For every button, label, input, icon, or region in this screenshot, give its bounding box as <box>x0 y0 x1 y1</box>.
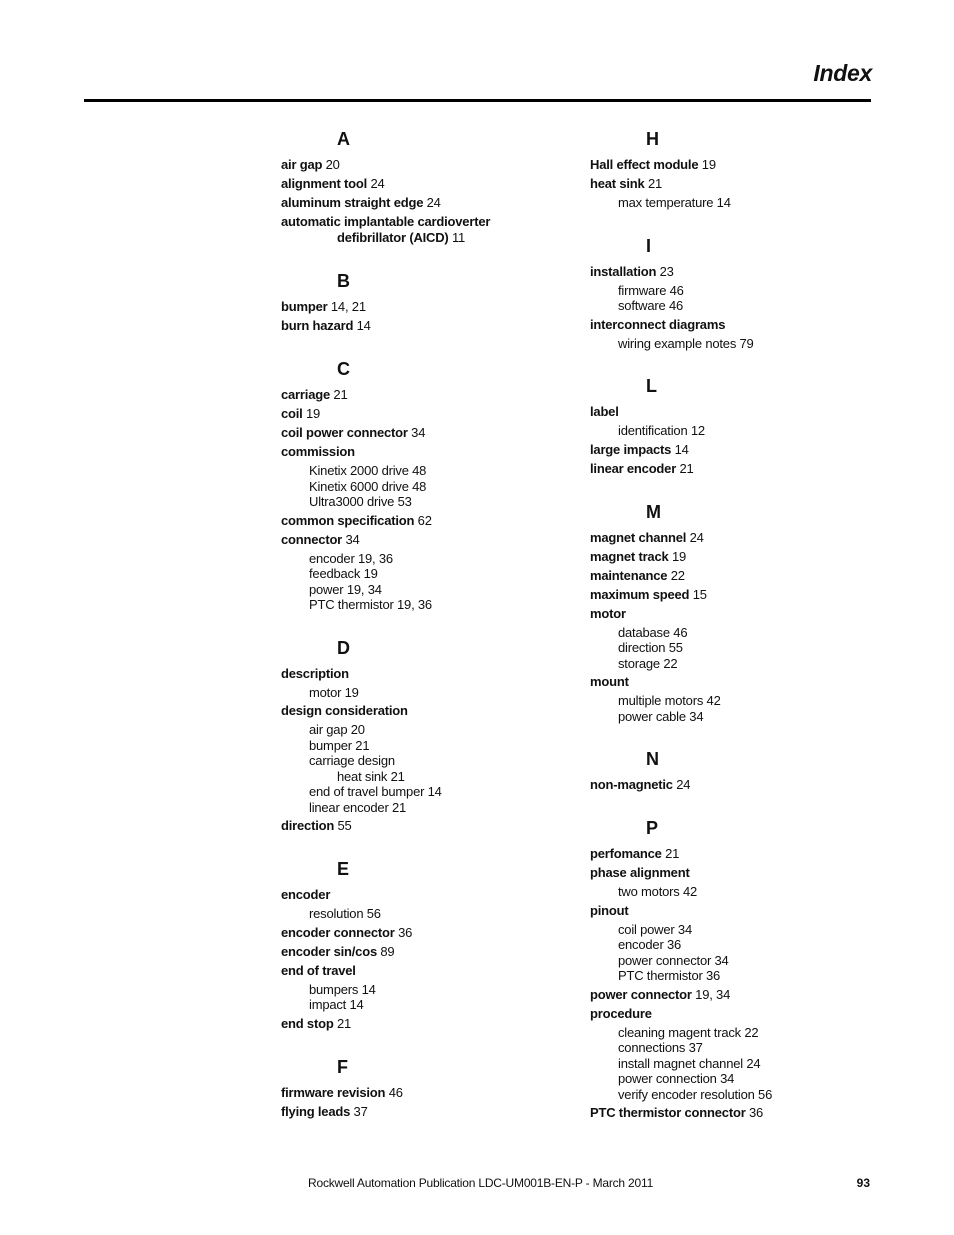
index-section <box>281 358 581 613</box>
entry-pages: 21 <box>665 846 680 861</box>
index-entry <box>590 1105 890 1121</box>
sub-entry: direction 55 <box>618 640 683 655</box>
entry-pages: 23 <box>659 263 674 279</box>
entry-pages: 15 <box>692 586 707 602</box>
entry-pages: 24 <box>426 195 441 210</box>
entry-term: procedure <box>590 1005 652 1021</box>
entry-pages: 14 <box>356 318 371 333</box>
sub-entry: power 19, 34 <box>309 581 382 597</box>
sub-entry: carriage design <box>309 753 395 768</box>
entry-term: design consideration <box>281 703 408 718</box>
sub-entry: power cable 34 <box>618 708 704 724</box>
index-entry <box>281 818 581 834</box>
sub-entries <box>590 336 890 352</box>
entry-term: installation <box>590 263 657 279</box>
sub-entry: bumper 21 <box>309 737 370 753</box>
entry-term: maximum speed <box>590 586 690 602</box>
sub-entry: PTC thermistor 19, 36 <box>309 597 432 612</box>
entry-term: label <box>590 404 619 419</box>
sub-entry: multiple motors 42 <box>618 693 721 708</box>
index-entry <box>590 461 890 477</box>
entry-term: common specification <box>281 512 415 528</box>
entry-pages: 20 <box>325 157 340 172</box>
sub-entry: storage 22 <box>618 655 678 671</box>
sub-entry: two motors 42 <box>618 884 698 899</box>
entry-term: burn hazard <box>281 318 354 333</box>
sub-entry: database 46 <box>618 624 688 640</box>
entry-pages: 19, 34 <box>695 986 731 1002</box>
sub-entry: resolution 56 <box>309 906 381 921</box>
index-entry <box>281 1085 581 1101</box>
index-entry <box>281 1016 581 1032</box>
section-letter: I <box>646 235 652 256</box>
sub-entry: encoder 19, 36 <box>309 550 393 566</box>
entry-term: PTC thermistor connector <box>590 1105 746 1120</box>
entry-term: perfomance <box>590 846 662 861</box>
index-entry <box>281 925 581 941</box>
entry-term: connector <box>281 531 343 547</box>
index-entry <box>590 777 890 793</box>
sub-entry: verify encoder resolution 56 <box>618 1086 773 1102</box>
entry-term: firmware revision <box>281 1084 386 1100</box>
index-section <box>281 637 581 835</box>
sub-entry: firmware 46 <box>618 282 684 298</box>
index-entry <box>590 903 890 984</box>
entry-term: mount <box>590 674 629 689</box>
index-section <box>281 1056 581 1120</box>
section-letter: A <box>337 129 350 149</box>
sub-entry: power connector 34 <box>618 952 729 968</box>
index-entry <box>590 549 890 565</box>
title-rule <box>84 99 871 102</box>
index-entry <box>281 1104 581 1120</box>
entry-term: encoder connector <box>281 924 395 940</box>
section-letter: C <box>337 359 350 379</box>
sub-entries <box>590 693 890 724</box>
entry-pages: 21 <box>647 176 663 191</box>
index-entry <box>590 404 890 439</box>
entry-pages: 36 <box>398 924 413 940</box>
index-entry <box>590 606 890 672</box>
index-entry <box>590 865 890 900</box>
entry-term-continued <box>281 230 581 246</box>
entry-pages: 21 <box>333 387 348 402</box>
section-letter: H <box>646 129 659 149</box>
section-letter: M <box>646 501 661 522</box>
entry-pages: 34 <box>345 531 360 547</box>
entry-pages: 37 <box>353 1103 368 1119</box>
index-entry <box>281 963 581 1013</box>
entry-term: heat sink <box>590 176 645 191</box>
entry-term: pinout <box>590 902 629 918</box>
index-entry <box>590 176 890 211</box>
index-entry <box>281 157 581 173</box>
sub-entry: motor 19 <box>309 684 359 700</box>
entry-pages: 46 <box>388 1084 403 1100</box>
entry-term: direction <box>281 818 335 833</box>
entry-pages: 36 <box>748 1105 764 1120</box>
section-letter: N <box>646 749 659 769</box>
entry-term-part: defibrillator (AICD) <box>337 230 449 245</box>
sub-entries <box>590 625 890 672</box>
index-entry <box>281 887 581 922</box>
index-section <box>281 858 581 1032</box>
entry-pages: 21 <box>337 1015 352 1031</box>
entry-term: encoder <box>281 887 331 902</box>
entry-pages: 24 <box>676 777 691 792</box>
sub-entries <box>590 922 890 984</box>
sub-entry: max temperature 14 <box>618 195 731 210</box>
index-section <box>590 235 890 352</box>
entry-term: phase alignment <box>590 865 690 880</box>
sub-entries <box>281 685 581 701</box>
section-letter: D <box>337 637 350 658</box>
entry-pages: 21 <box>679 460 694 476</box>
section-letter: F <box>337 1056 348 1077</box>
index-entry <box>281 176 581 192</box>
entry-term: air gap <box>281 157 323 172</box>
index-entry <box>590 987 890 1003</box>
entry-pages: 89 <box>380 943 395 959</box>
index-entry <box>590 530 890 546</box>
sub-entries <box>281 722 581 815</box>
sub-entry: Kinetix 6000 drive 48 <box>309 478 427 494</box>
index-section <box>590 501 890 725</box>
index-section <box>590 375 890 477</box>
index-entry <box>590 1006 890 1103</box>
index-entry <box>590 674 890 724</box>
sub-entries <box>281 551 581 613</box>
sub-entries <box>590 283 890 314</box>
entry-term: aluminum straight edge <box>281 195 424 210</box>
entry-pages: 19 <box>306 406 321 421</box>
index-entry <box>281 444 581 510</box>
entry-term: automatic implantable cardioverter <box>281 214 491 229</box>
index-entry <box>281 703 581 815</box>
index-entry <box>281 406 581 422</box>
entry-term: magnet track <box>590 548 669 564</box>
sub-entry: heat sink 21 <box>337 768 405 784</box>
entry-pages: 55 <box>337 818 352 833</box>
entry-pages: 24 <box>370 176 385 191</box>
sub-entries <box>281 463 581 510</box>
entry-term: power connector <box>590 986 692 1002</box>
entry-term: description <box>281 665 349 681</box>
section-letter: E <box>337 859 350 879</box>
index-entry <box>281 387 581 403</box>
index-entry <box>590 317 890 352</box>
index-entry <box>281 666 581 701</box>
entry-term: coil <box>281 406 303 421</box>
entry-term: Hall effect module <box>590 157 699 172</box>
entry-pages: 14 <box>674 441 689 457</box>
sub-entry: air gap 20 <box>309 722 365 737</box>
page-title: Index <box>813 60 872 86</box>
sub-entry: end of travel bumper 14 <box>309 784 442 799</box>
entry-term: non-magnetic <box>590 777 673 792</box>
entry-term: magnet channel <box>590 529 687 545</box>
index-entry <box>281 195 581 211</box>
entry-term: bumper <box>281 299 328 314</box>
sub-entry: coil power 34 <box>618 921 692 937</box>
entry-term: encoder sin/cos <box>281 943 377 959</box>
page-number: 93 <box>856 1176 870 1190</box>
index-entry <box>281 318 581 334</box>
index-entry <box>590 568 890 584</box>
index-entry <box>281 944 581 960</box>
sub-entry: feedback 19 <box>309 566 378 581</box>
entry-term: interconnect diagrams <box>590 316 726 332</box>
entry-pages: 62 <box>417 512 432 528</box>
entry-term: carriage <box>281 387 330 402</box>
entry-term: motor <box>590 605 626 621</box>
section-letter: P <box>646 818 659 838</box>
index-column-right <box>590 128 890 1121</box>
entry-term: coil power connector <box>281 425 408 440</box>
section-letter: L <box>646 376 657 396</box>
entry-pages: 19 <box>671 548 687 564</box>
index-entry <box>281 532 581 613</box>
section-letter: B <box>337 271 350 291</box>
index-section <box>281 270 581 334</box>
sub-entries <box>281 982 581 1013</box>
index-column-left <box>281 128 581 1120</box>
footer-publication: Rockwell Automation Publication LDC-UM001B-EN-P - March 2011 <box>308 1176 654 1190</box>
sub-entry: bumpers 14 <box>309 981 376 997</box>
sub-entry: install magnet channel 24 <box>618 1055 761 1071</box>
index-entry <box>590 442 890 458</box>
entry-term: large impacts <box>590 441 672 457</box>
entry-term: maintenance <box>590 567 668 583</box>
entry-pages: 11 <box>451 230 466 245</box>
sub-entry: encoder 36 <box>618 937 682 952</box>
sub-entry: connections 37 <box>618 1040 703 1055</box>
sub-entry: Ultra3000 drive 53 <box>309 494 412 509</box>
entry-term: commission <box>281 444 355 459</box>
entry-term: alignment tool <box>281 176 368 191</box>
sub-entry: Kinetix 2000 drive 48 <box>309 463 427 478</box>
entry-term: flying leads <box>281 1103 351 1119</box>
entry-pages: 19 <box>701 157 716 172</box>
index-entry <box>590 587 890 603</box>
sub-entry: wiring example notes 79 <box>618 335 754 351</box>
index-entry <box>590 846 890 862</box>
index-entry <box>281 299 581 315</box>
entry-pages: 24 <box>689 529 704 545</box>
index-entry <box>281 425 581 441</box>
entry-term: end stop <box>281 1015 334 1031</box>
entry-pages: 34 <box>411 425 426 440</box>
sub-entry: impact 14 <box>309 997 364 1012</box>
sub-entry: identification 12 <box>618 423 705 438</box>
entry-term: end of travel <box>281 962 356 978</box>
entry-pages: 14, 21 <box>330 299 366 314</box>
sub-entries <box>590 423 890 439</box>
sub-entry: software 46 <box>618 298 684 313</box>
sub-entry: power connection 34 <box>618 1071 735 1086</box>
sub-entries <box>590 1025 890 1103</box>
sub-entries <box>590 195 890 211</box>
sub-entry: linear encoder 21 <box>309 799 407 815</box>
entry-term: linear encoder <box>590 460 677 476</box>
index-entry <box>281 214 581 246</box>
index-section <box>590 817 890 1121</box>
index-entry <box>281 513 581 529</box>
entry-pages: 22 <box>670 567 685 583</box>
index-section <box>590 748 890 793</box>
index-entry <box>590 157 890 173</box>
index-section <box>590 128 890 211</box>
sub-entries <box>281 906 581 922</box>
sub-entry: cleaning magent track 22 <box>618 1024 759 1040</box>
index-entry <box>590 264 890 314</box>
index-section <box>281 128 581 246</box>
sub-entry: PTC thermistor 36 <box>618 968 721 983</box>
sub-entries <box>590 884 890 900</box>
